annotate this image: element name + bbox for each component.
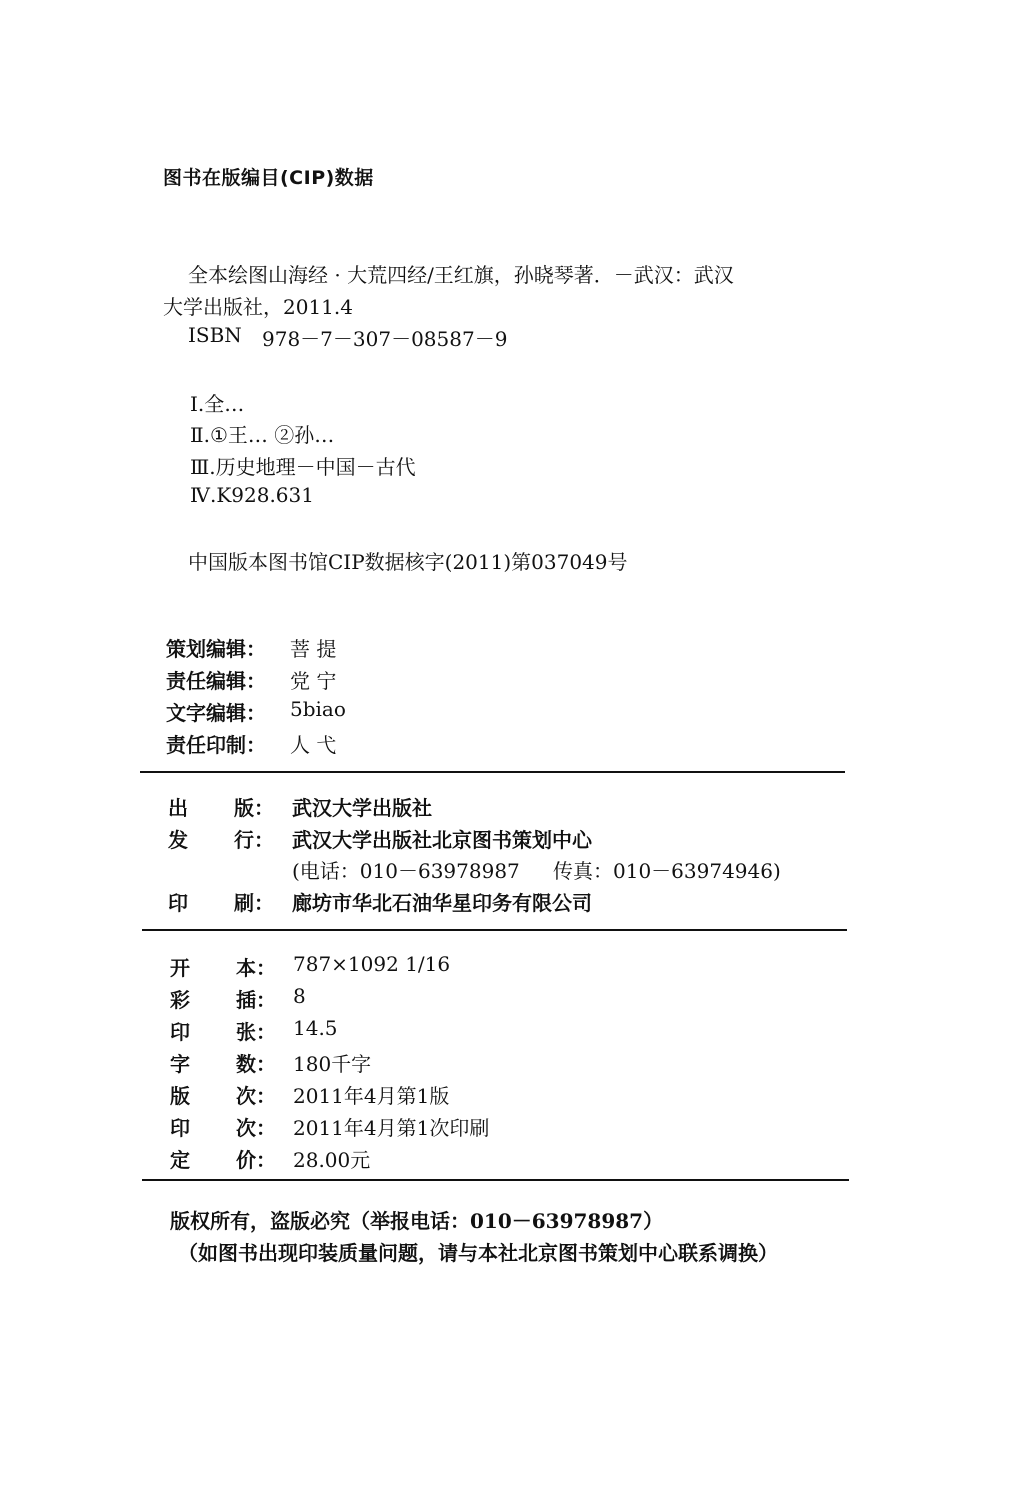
classification-item: Ⅱ.①王… ②孙… (190, 423, 335, 447)
editor-value: 党 宁 (290, 669, 337, 693)
spec-value: 2011年4月第1版 (293, 1084, 450, 1108)
spec-value: 2011年4月第1次印刷 (293, 1116, 490, 1140)
spec-value: 8 (293, 984, 306, 1008)
contact-phone: (电话：010－63978987 (292, 859, 520, 883)
editor-value: 菩 提 (290, 637, 337, 661)
copyright-notice: 版权所有，盗版必究（举报电话：010－63978987） (170, 1209, 664, 1233)
editor-value: 5biao (290, 697, 346, 721)
spec-value: 14.5 (293, 1016, 338, 1040)
spec-value: 180千字 (293, 1052, 372, 1076)
cip-number: 中国版本图书馆CIP数据核字(2011)第037049号 (188, 550, 628, 574)
replacement-notice: （如图书出现印装质量问题，请与本社北京图书策划中心联系调换） (178, 1241, 778, 1265)
editor-label: 文字编辑： (166, 701, 266, 725)
editor-label: 策划编辑： (166, 637, 266, 661)
cip-publisher-line: 大学出版社，2011.4 (163, 295, 353, 319)
classification-item: Ⅰ.全… (190, 392, 245, 416)
publication-value: 廊坊市华北石油华星印务有限公司 (292, 891, 592, 915)
copyright-page: 图书在版编目(CIP)数据 全本绘图山海经 · 大荒四经/王红旗，孙晓琴著．－武汉：武汉 大学出版社，2011.4 ISBN 978－7－307－08587－9 Ⅰ.全… Ⅱ.①王… ②孙… Ⅲ.历史地理－中国－古代 Ⅳ.K928.631 中国版本图书馆CIP数据核字(2011)第037049号 策划编辑： 菩 提 责任编辑： 党 宁 文字编辑： 5biao 责任印制： 人 弋 出 版： 武汉大学出版社 发 行： 武汉大学出版社北京图书策划中心 (电话：010－63978987 传真：010－63974946) 印 刷： 廊坊市华北石油华星印务有限公司 开 本： 787×1092 1/16 彩 插： 8 印 张： 14.5 字 数： 180千字 版 次： 2011年4月第1版 印 次： 2011年4月第1次印刷 定 价： 28.00元 版权所有，盗版必究（举报电话：010－63978987） （如图书出现印装质量问题，请与本社北京图书策划中心联系调换） (0, 0, 1009, 1510)
isbn-label: ISBN (188, 323, 242, 347)
divider (140, 771, 845, 773)
contact-fax: 传真：010－63974946) (553, 859, 781, 883)
divider (142, 1179, 849, 1181)
publication-value: 武汉大学出版社北京图书策划中心 (292, 828, 592, 852)
divider (142, 929, 847, 931)
classification-item: Ⅲ.历史地理－中国－古代 (190, 455, 416, 479)
editor-label: 责任印制： (166, 733, 266, 757)
isbn-value: 978－7－307－08587－9 (262, 327, 508, 351)
classification-item: Ⅳ.K928.631 (190, 483, 314, 507)
spec-value: 787×1092 1/16 (293, 952, 451, 976)
cip-title-line: 全本绘图山海经 · 大荒四经/王红旗，孙晓琴著．－武汉：武汉 (188, 263, 734, 287)
cip-header: 图书在版编目(CIP)数据 (163, 167, 374, 189)
publication-value: 武汉大学出版社 (292, 796, 432, 820)
editor-value: 人 弋 (290, 733, 337, 757)
editor-label: 责任编辑： (166, 669, 266, 693)
spec-value: 28.00元 (293, 1148, 371, 1172)
